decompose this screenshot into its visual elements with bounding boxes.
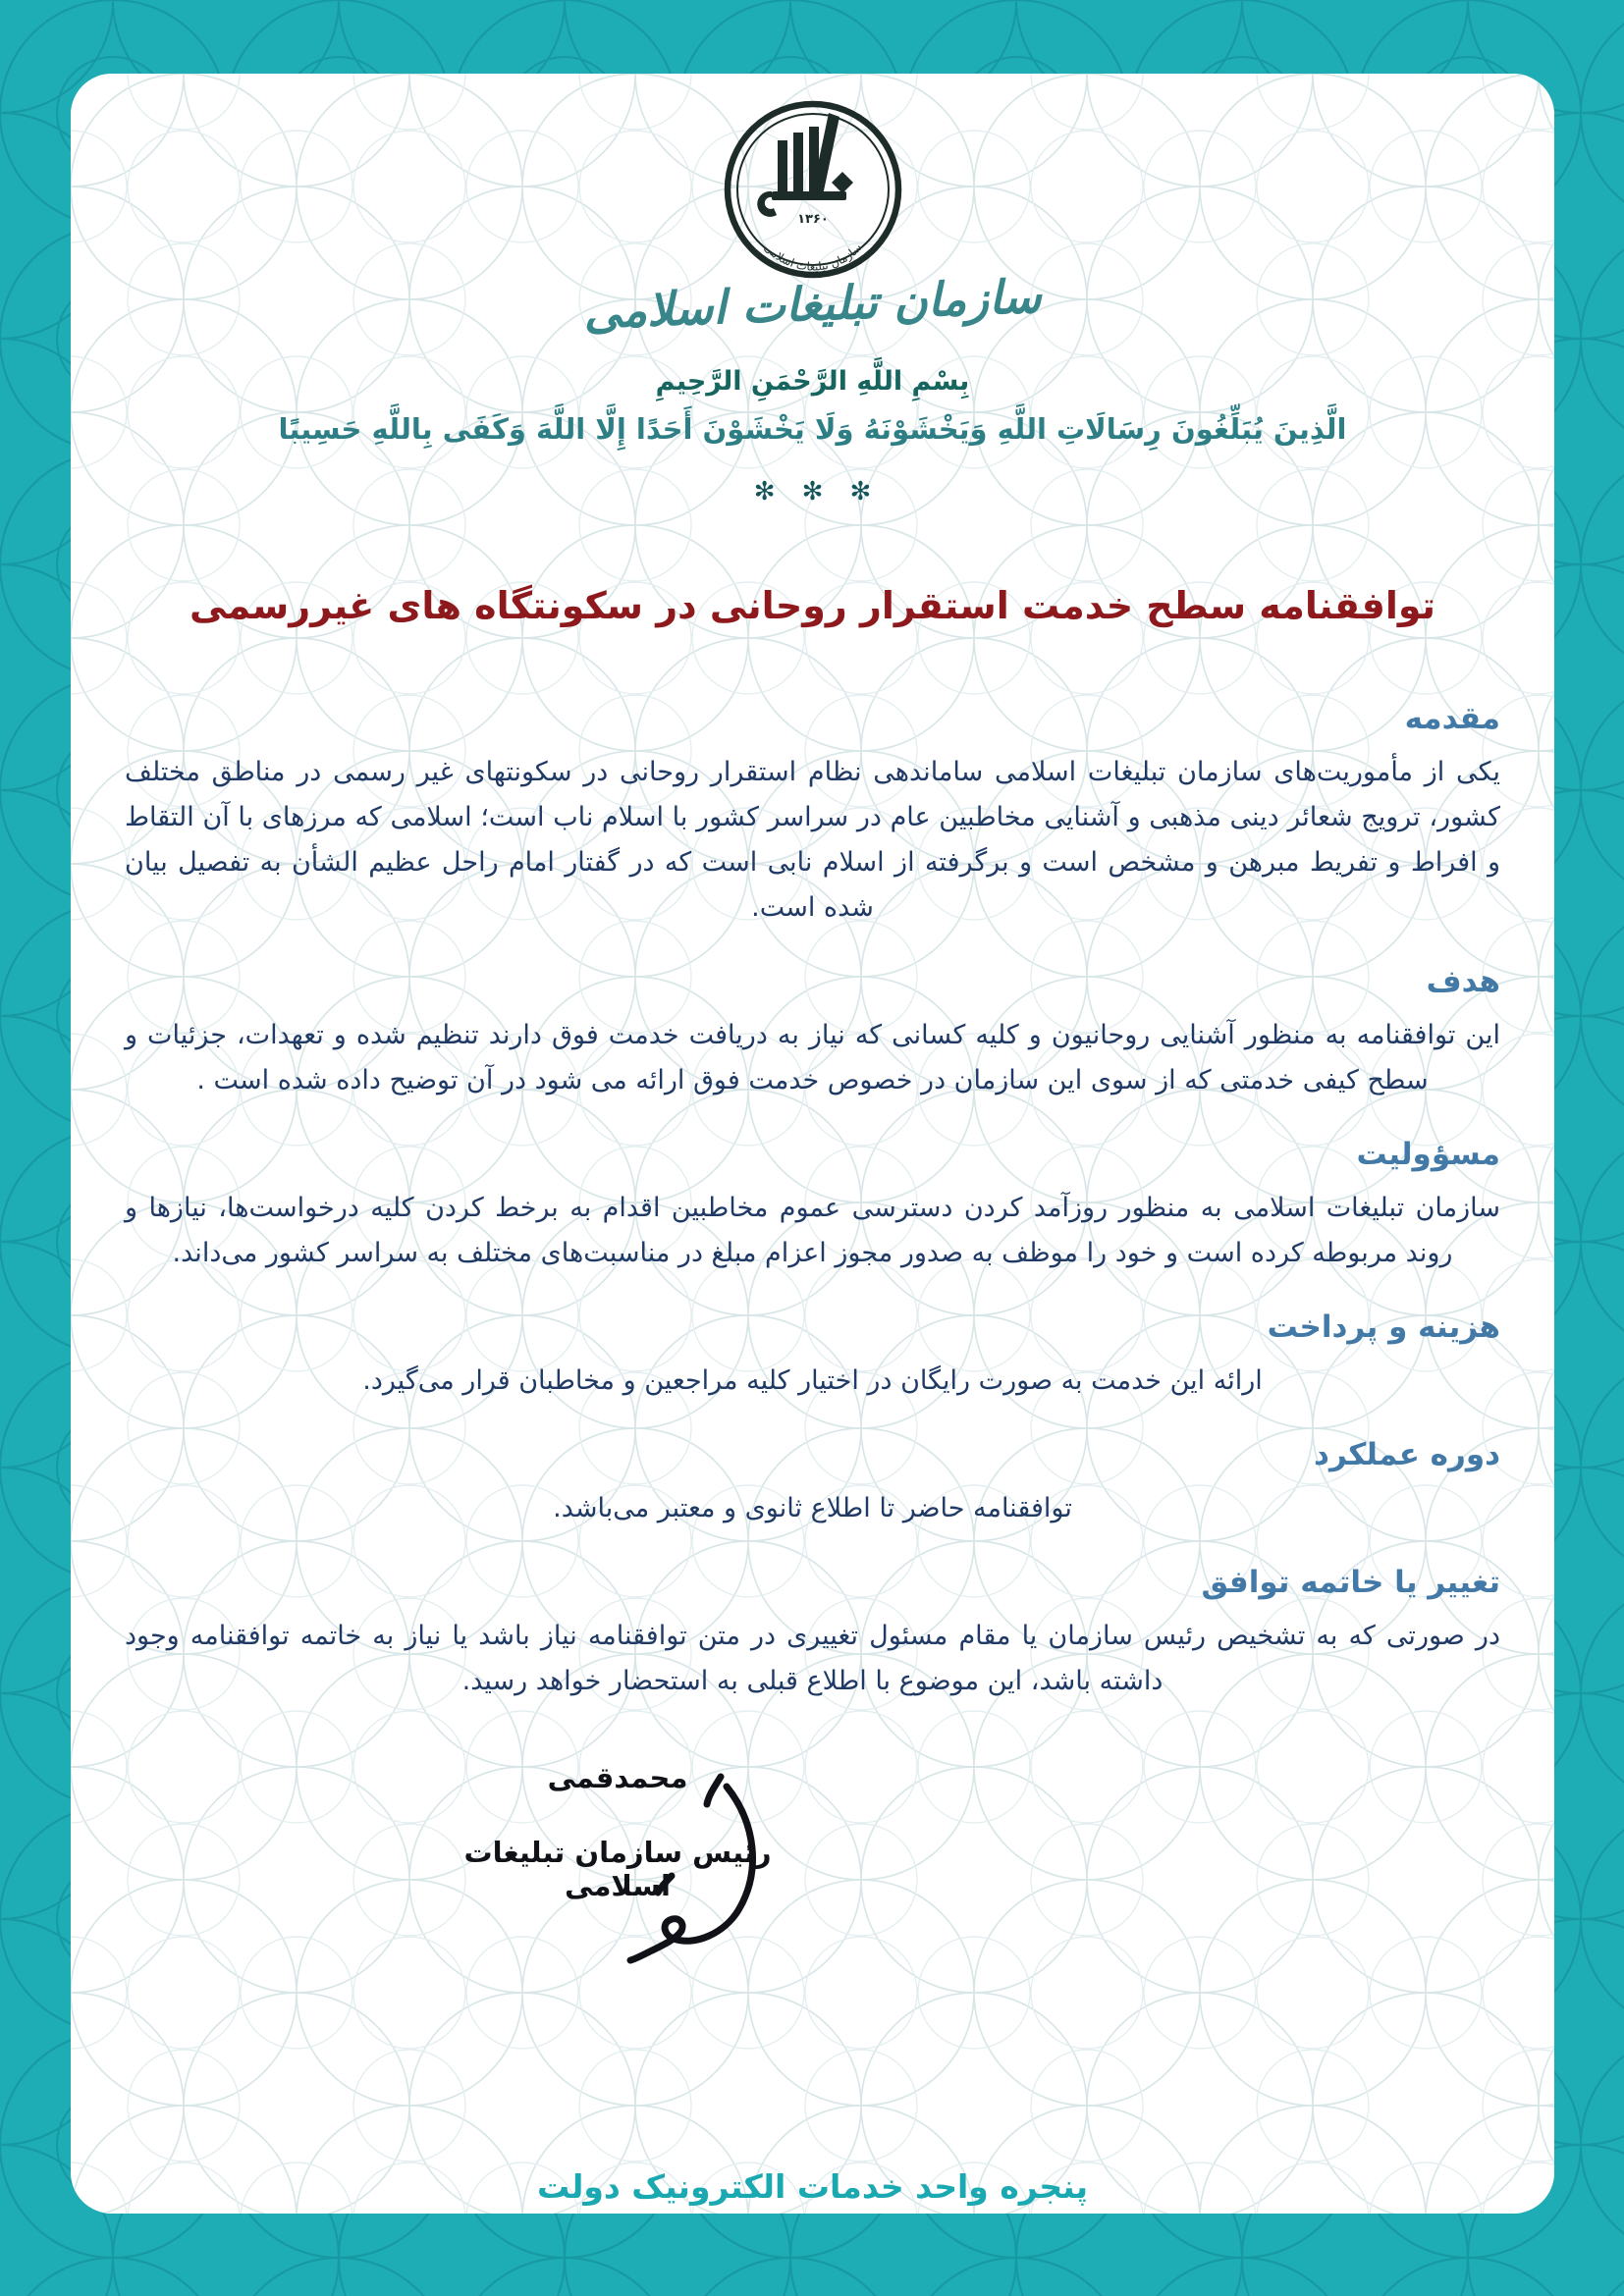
logo-year: ۱۳۶۰: [796, 212, 829, 227]
ornament-divider: ✻ ✻ ✻: [753, 477, 872, 507]
quran-verse-text: الَّذِينَ يُبَلِّغُونَ رِسَالَاتِ اللَّهِ وَيَخْشَوْنَهُ وَلَا يَخْشَوْنَ أَحَدًا إِلَّا اللَّهَ وَكَفَى بِاللَّهِ حَسِيبًا: [278, 412, 1347, 446]
section-performance-period: [125, 1433, 1500, 1531]
signatory-role: رئیس سازمان تبلیغات اسلامی: [463, 1836, 772, 1902]
section-heading: مقدمه: [1404, 701, 1500, 736]
section-heading: هدف: [1426, 964, 1500, 999]
sections: [125, 697, 1500, 1704]
section-heading: تغییر یا خاتمه توافق: [1201, 1565, 1500, 1600]
signatory-name: محمدقمی: [547, 1761, 688, 1794]
bismillah-text: بِسْمِ اللَّهِ الرَّحْمَنِ الرَّحِيمِ: [655, 366, 970, 397]
section-body: این توافقنامه به منظور آشنایی روحانیون و کلیه کسانی که نیاز به دریافت خدمت فوق دارند تنظیم شده و تعهدات، جزئیات و سطح کیفی خدمتی که از سوی این سازمان در خصوص خدمت فوق ارائه می شود در آن توضیح داده شده است .: [125, 1020, 1500, 1095]
section-purpose: [125, 960, 1500, 1103]
section-responsibility: [125, 1133, 1500, 1276]
section-body: توافقنامه حاضر تا اطلاع ثانوی و معتبر می‌باشد.: [553, 1493, 1072, 1523]
signature-block: [125, 1761, 1500, 2011]
org-calligraphy: سازمان تبلیغات اسلامی: [582, 269, 1043, 341]
footer-text: پنجره واحد خدمات الکترونیک دولت: [537, 2167, 1088, 2206]
document-title: توافقنامه سطح خدمت استقرار روحانی در سکونتگاه های غیررسمی: [189, 584, 1436, 627]
document-sheet: [71, 74, 1554, 2214]
document-content: [71, 74, 1554, 2214]
signature-scribble-icon: [624, 1773, 777, 1964]
section-body: یکی از مأموریت‌های سازمان تبلیغات اسلامی ساماندهی نظام استقرار روحانی در سکونتهای غیر رسمی در مناطق مختلف کشور، ترویج شعائر دینی مذهبی و آشنایی مخاطبین عام در سراسر کشور با اسلام ناب است؛ اسلامی که مرزهای با آن التقاط و افراط و تفریط مبرهن و مشخص است و برگرفته از اسلام نابی است که در گفتار امام راحل عظیم الشأن به تفصیل بیان شده است.: [125, 757, 1500, 923]
section-heading: دوره عملکرد: [1314, 1437, 1500, 1472]
org-logo: [125, 95, 1500, 288]
section-cost-payment: [125, 1306, 1500, 1404]
section-body: سازمان تبلیغات اسلامی به منظور روزآمد کردن دسترسی عموم مخاطبین اقدام به برخط کردن کلیه درخواست‌ها، نیازها و روند مربوطه کرده است و خود را موظف به صدور مجوز اعزام مبلغ در مناسبت‌های مختلف به سراسر کشور می‌داند.: [125, 1193, 1500, 1268]
logo-arc-text: سازمان تبلیغات اسلامی: [761, 240, 864, 274]
section-heading: مسؤولیت: [1356, 1137, 1500, 1172]
section-introduction: [125, 697, 1500, 931]
section-body: در صورتی که به تشخیص رئیس سازمان یا مقام مسئول تغییری در متن توافقنامه نیاز باشد یا نیاز به خاتمه توافقنامه وجود داشته باشد، این موضوع با اطلاع قبلی به استحضار خواهد رسید.: [125, 1621, 1500, 1696]
allah-calligraphy-icon: [757, 113, 853, 217]
section-heading: هزینه و پرداخت: [1267, 1309, 1500, 1345]
section-body: ارائه این خدمت به صورت رایگان در اختیار کلیه مراجعین و مخاطبان قرار می‌گیرد.: [362, 1365, 1263, 1396]
section-change-termination: [125, 1561, 1500, 1704]
signature-text-block: [406, 1761, 829, 1902]
